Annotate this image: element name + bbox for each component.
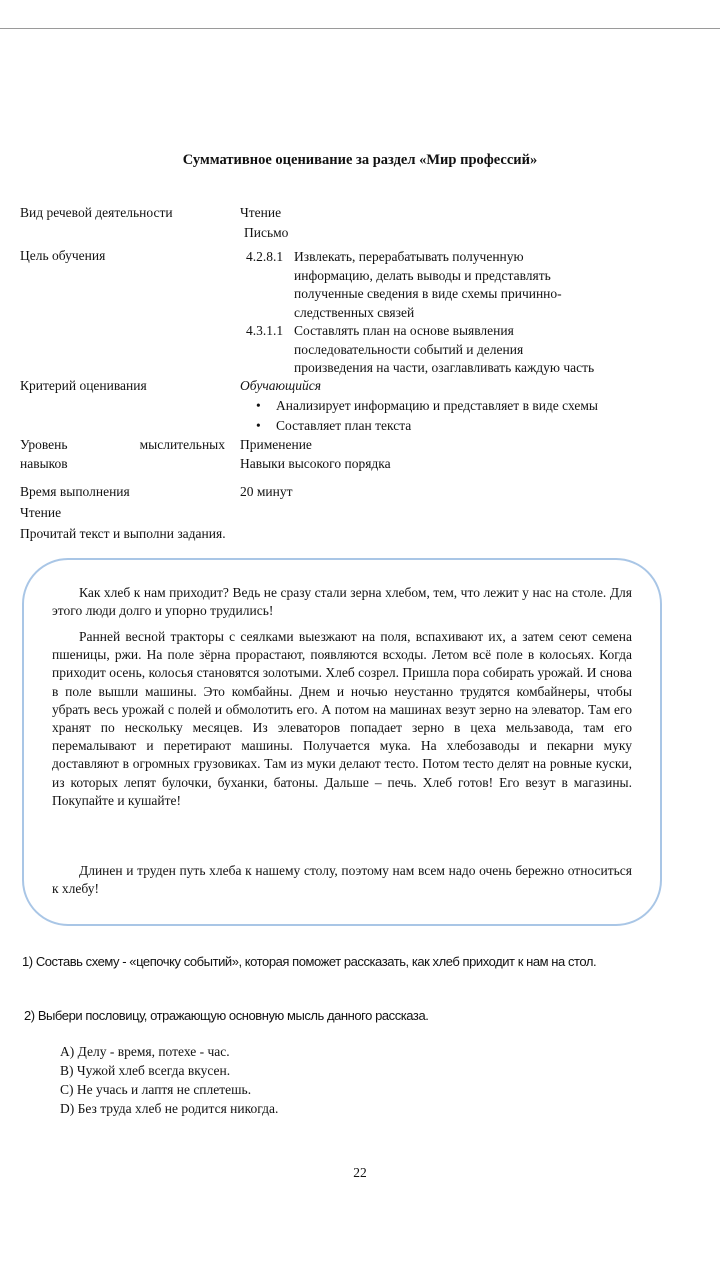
criterion-text: Анализирует информацию и представляет в виде схемы <box>276 398 598 413</box>
objective-1 <box>246 248 696 322</box>
bullet-icon: • <box>256 398 261 413</box>
top-divider <box>0 28 720 29</box>
objective-text: полученные сведения в виде схемы причинно- <box>294 286 562 301</box>
story-paragraph: Как хлеб к нам приходит? Ведь не сразу стали зерна хлебом, тем, что лежит у нас на столе. Для этого люди долго и упорно трудились! <box>52 585 632 619</box>
activity-value: Письмо <box>244 225 289 240</box>
answer-option-d: D) Без труда хлеб не родится никогда. <box>60 1101 279 1116</box>
thinking-label: Уровень мыслительных <box>20 437 225 452</box>
answer-option-b: B) Чужой хлеб всегда вкусен. <box>60 1063 231 1078</box>
objective-code: 4.3.1.1 <box>246 323 284 338</box>
task-1: 1) Составь схему - «цепочку событий», которая поможет рассказать, как хлеб приходит к нам на стол. <box>22 954 597 969</box>
page-number: 22 <box>353 1165 367 1180</box>
story-paragraph: Ранней весной тракторы с сеялками выезжают на поля, вспахивают их, а затем сеют семена пшеницы, ржи. На поле зёрна прорастают, появляются всходы. Летом всё поле в колосьях. Когда приходит осень, колосья становятся золотыми. Хлеб созрел. Пришла пора собирать урожай. И снова в поле вышли машины. Это комбайны. Днем и ночью неустанно трудятся комбайнеры, чтобы убрать весь урожай с полей и обмолотить его. А потом на машинах везут зерно на элеватор. Там его хранят по нескольку месяцев. Из элеваторов попадает зерно в цеха мельзавода, там его перемалывают и перетирают машины. Получается мука. На хлебозаводы и пекарни муку доставляют в огромных грузовиках. Там из муки делают тесто. Потом тесто делят на ровные куски, из которых лепят булочки, буханки, батоны. Дальше – печь. Хлеб готов! Его везут в магазины. Покупайте и кушайте! <box>52 629 632 808</box>
instruction: Прочитай текст и выполни задания. <box>20 526 226 541</box>
thinking-label: навыков <box>20 456 68 471</box>
activity-value: Чтение <box>240 205 282 220</box>
objective-2 <box>246 322 696 378</box>
criterion-bullet <box>256 398 598 414</box>
section-heading: Чтение <box>20 505 62 520</box>
page-title: Суммативное оценивание за раздел «Мир профессий» <box>182 152 538 168</box>
activity-label: Вид речевой деятельности <box>20 205 173 220</box>
objective-code: 4.2.8.1 <box>246 249 284 264</box>
time-value: 20 минут <box>240 484 293 499</box>
criterion-text: Составляет план текста <box>276 418 412 433</box>
answer-option-c: C) Не учась и лаптя не сплетешь. <box>60 1082 252 1097</box>
criterion-bullet <box>256 418 411 434</box>
objective-text: последовательности событий и деления <box>294 341 524 357</box>
answer-option-a: A) Делу - время, потехе - час. <box>60 1044 230 1059</box>
bullet-icon: • <box>256 418 261 433</box>
objective-text: следственных связей <box>294 304 415 320</box>
goal-label: Цель обучения <box>20 248 106 263</box>
story-paragraph: Длинен и труден путь хлеба к нашему столу, поэтому нам всем надо очень бережно относиться к хлебу! <box>52 863 632 897</box>
criterion-label: Критерий оценивания <box>20 378 147 393</box>
thinking-value: Навыки высокого порядка <box>240 456 391 471</box>
task-2: 2) Выбери пословицу, отражающую основную мысль данного рассказа. <box>24 1008 429 1023</box>
time-label: Время выполнения <box>20 484 130 499</box>
objective-text: информацию, делать выводы и представлять <box>294 267 551 283</box>
objective-text: Составлять план на основе выявления <box>294 323 514 338</box>
objective-text: произведения на части, озаглавливать каждую часть <box>294 360 595 375</box>
thinking-value: Применение <box>240 437 312 452</box>
objective-text: Извлекать, перерабатывать полученную <box>294 249 524 264</box>
criterion-intro: Обучающийся <box>240 378 322 393</box>
